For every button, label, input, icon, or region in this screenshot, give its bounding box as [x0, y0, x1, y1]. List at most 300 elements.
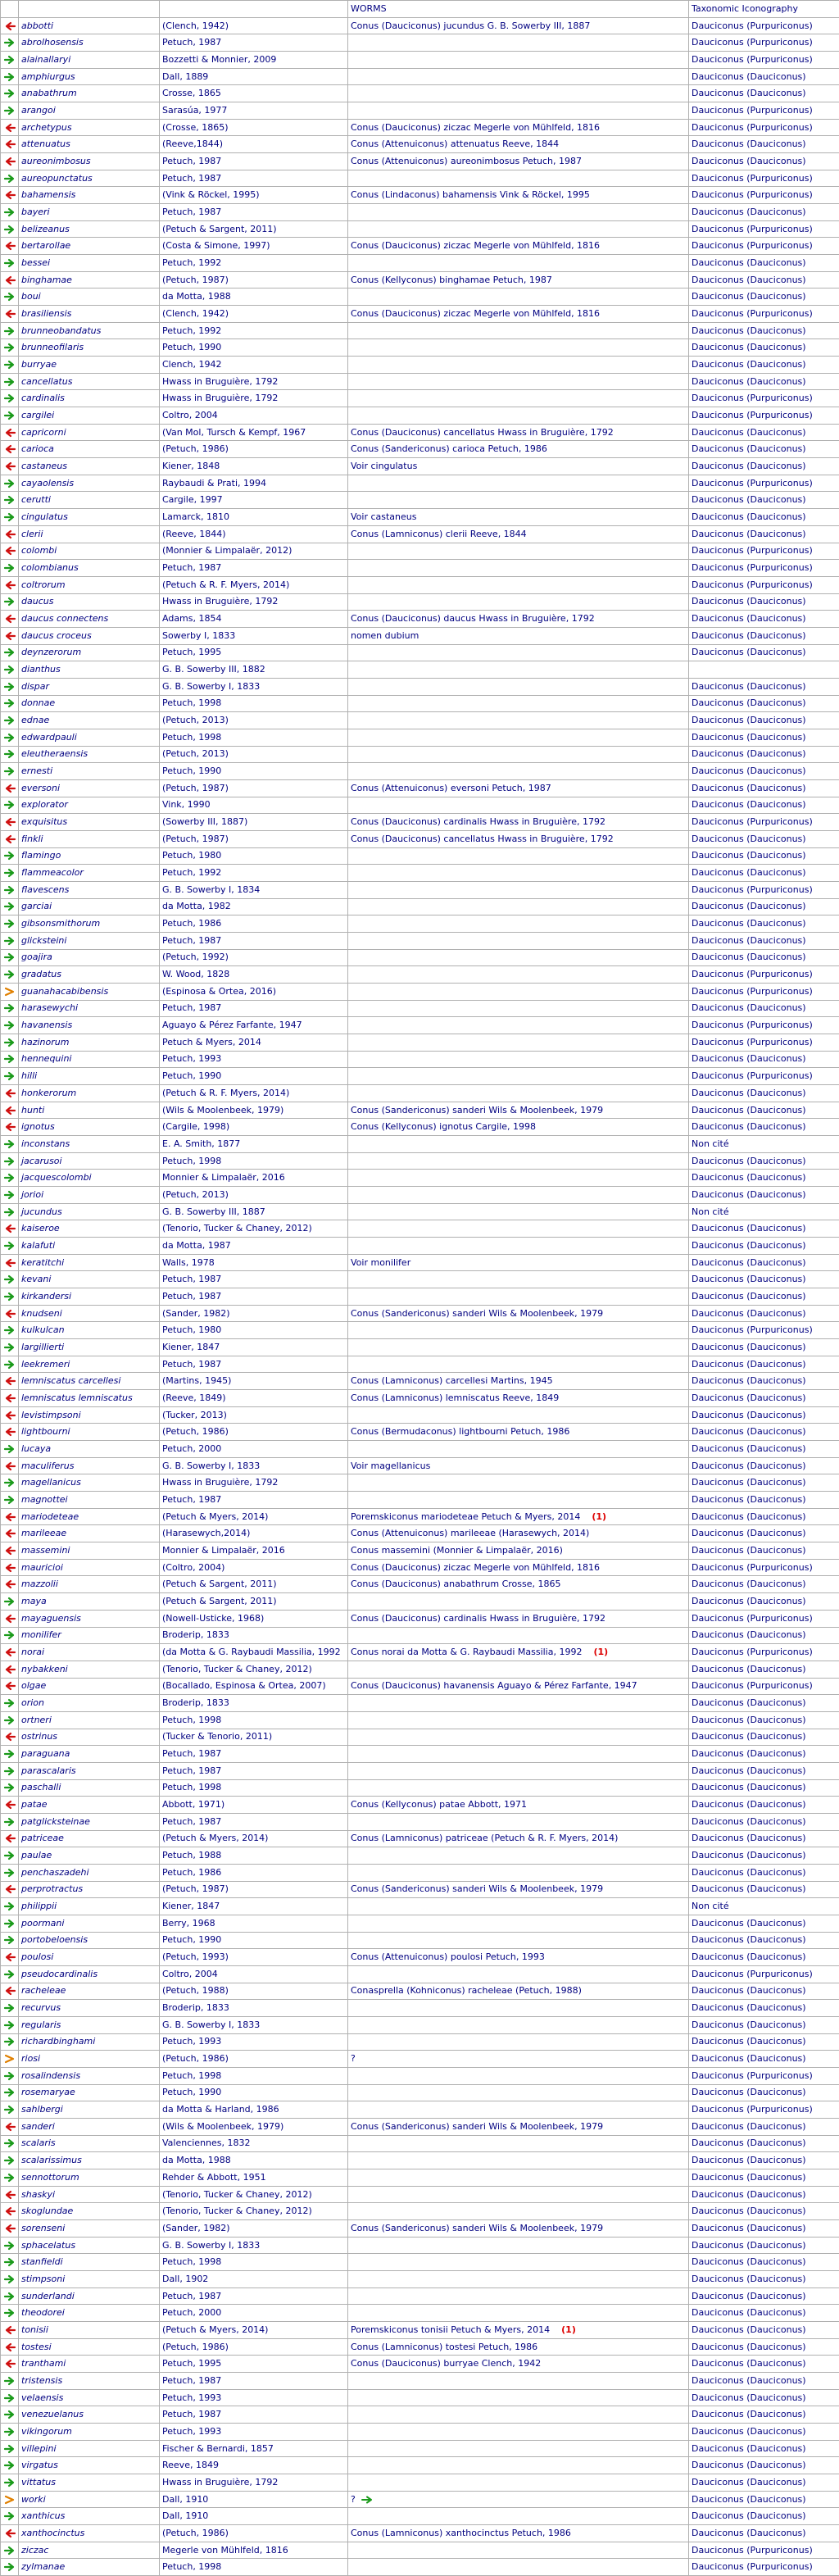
author-cell: Petuch & Myers, 2014	[160, 1034, 348, 1051]
iconography-cell: Dauciconus (Purpuriconus)	[689, 1559, 839, 1576]
species-cell: rosemaryae	[19, 2084, 160, 2101]
accepted-arrow-icon	[3, 1868, 16, 1878]
status-cell	[1, 1017, 19, 1034]
table-row	[1, 1305, 839, 1322]
species-cell: guanahacabibensis	[19, 983, 160, 1000]
species-cell: xanthocinctus	[19, 2525, 160, 2542]
accepted-arrow-icon	[3, 225, 16, 234]
iconography-cell: Dauciconus (Dauciconus)	[689, 1441, 839, 1458]
author-cell: W. Wood, 1828	[160, 966, 348, 984]
iconography-cell: Dauciconus (Dauciconus)	[689, 1762, 839, 1779]
table-row	[1, 1203, 839, 1220]
table-row	[1, 17, 839, 34]
table-row	[1, 1238, 839, 1255]
table-row	[1, 1051, 839, 1068]
species-cell: binghamae	[19, 271, 160, 288]
worms-cell	[348, 1762, 689, 1779]
worms-cell	[348, 1152, 689, 1170]
worms-cell	[348, 1187, 689, 1204]
worms-cell	[348, 712, 689, 729]
species-cell: levistimpsoni	[19, 1406, 160, 1424]
species-cell: boui	[19, 288, 160, 306]
species-cell: worki	[19, 2491, 160, 2508]
author-cell: (Sowerby III, 1887)	[160, 814, 348, 831]
species-cell: portobeloensis	[19, 1932, 160, 1949]
table-row	[1, 2406, 839, 2424]
author-cell: Petuch, 1993	[160, 1051, 348, 1068]
status-cell	[1, 1542, 19, 1560]
worms-cell	[348, 357, 689, 374]
worms-cell	[348, 2491, 689, 2508]
iconography-cell: Dauciconus (Purpuriconus)	[689, 1965, 839, 1983]
accepted-arrow-icon	[3, 647, 16, 657]
worms-cell	[348, 1508, 689, 1525]
status-cell	[1, 1305, 19, 1322]
author-cell: G. B. Sowerby I, 1833	[160, 2237, 348, 2254]
iconography-cell: Dauciconus (Dauciconus)	[689, 2033, 839, 2051]
worms-cell	[348, 2440, 689, 2457]
author-cell: (Petuch & Sargent, 2011)	[160, 1593, 348, 1611]
status-cell	[1, 1254, 19, 1271]
worms-cell	[348, 746, 689, 763]
status-cell	[1, 1711, 19, 1729]
worms-text: Conus (Attenuiconus) poulosi Petuch, 1993	[351, 1951, 545, 1962]
author-cell: Coltro, 2004	[160, 407, 348, 425]
table-row	[1, 407, 839, 425]
worms-cell	[348, 1474, 689, 1492]
iconography-cell: Dauciconus (Dauciconus)	[689, 2338, 839, 2356]
worms-cell	[348, 153, 689, 170]
author-cell: G. B. Sowerby I, 1833	[160, 2016, 348, 2033]
species-cell: brunneofilaris	[19, 339, 160, 357]
table-row	[1, 1119, 839, 1136]
iconography-cell: Dauciconus (Dauciconus)	[689, 458, 839, 475]
accepted-arrow-icon	[3, 1054, 16, 1064]
worms-cell	[348, 2067, 689, 2084]
table-row	[1, 2491, 839, 2508]
species-cell: hazinorum	[19, 1034, 160, 1051]
author-cell: Abbott, 1971)	[160, 1797, 348, 1814]
worms-cell	[348, 1322, 689, 1339]
worms-cell	[348, 2237, 689, 2254]
worms-cell	[348, 2389, 689, 2406]
species-cell: arangoi	[19, 102, 160, 120]
table-row	[1, 1576, 839, 1593]
author-cell: (Reeve,1844)	[160, 136, 348, 153]
iconography-cell: Dauciconus (Dauciconus)	[689, 1508, 839, 1525]
status-cell	[1, 509, 19, 526]
species-cell: jucundus	[19, 1203, 160, 1220]
status-cell	[1, 2373, 19, 2390]
worms-cell	[348, 1390, 689, 1407]
worms-text: Conus (Kellyconus) patae Abbott, 1971	[351, 1799, 527, 1810]
status-cell	[1, 949, 19, 966]
worms-cell	[348, 1779, 689, 1797]
accepted-arrow-icon	[3, 2105, 16, 2115]
worms-cell	[348, 119, 689, 136]
status-cell	[1, 187, 19, 204]
worms-cell	[348, 1339, 689, 1356]
accepted-arrow-icon	[3, 2444, 16, 2454]
status-cell	[1, 712, 19, 729]
status-cell	[1, 475, 19, 492]
species-cell: brunneobandatus	[19, 322, 160, 339]
table-row	[1, 1406, 839, 1424]
worms-text: Conus (Sandericonus) carioca Petuch, 1986	[351, 443, 547, 454]
iconography-cell: Dauciconus (Dauciconus)	[689, 2135, 839, 2152]
worms-cell	[348, 644, 689, 661]
status-cell	[1, 1271, 19, 1288]
accepted-arrow-icon	[3, 1851, 16, 1860]
worms-cell	[348, 475, 689, 492]
table-row	[1, 2373, 839, 2390]
table-row	[1, 932, 839, 949]
table-row	[1, 1695, 839, 1712]
species-cell: bertarollae	[19, 238, 160, 255]
table-row	[1, 2271, 839, 2288]
species-cell: mazzolii	[19, 1576, 160, 1593]
table-row	[1, 525, 839, 543]
iconography-cell: Dauciconus (Purpuriconus)	[689, 17, 839, 34]
author-cell: (Petuch, 1986)	[160, 2338, 348, 2356]
accepted-arrow-icon	[3, 1766, 16, 1776]
status-cell	[1, 1000, 19, 1017]
status-cell	[1, 1881, 19, 1898]
accepted-arrow-icon	[3, 1071, 16, 1081]
worms-cell	[348, 1898, 689, 1915]
accepted-arrow-icon	[3, 1783, 16, 1792]
author-cell: Raybaudi & Prati, 1994	[160, 475, 348, 492]
iconography-cell: Dauciconus (Purpuriconus)	[689, 1322, 839, 1339]
table-row	[1, 322, 839, 339]
species-cell: cerutti	[19, 492, 160, 509]
table-row	[1, 2288, 839, 2305]
worms-cell	[348, 1170, 689, 1187]
accepted-arrow-icon	[3, 377, 16, 387]
author-cell: Dall, 1889	[160, 68, 348, 85]
iconography-cell: Dauciconus (Dauciconus)	[689, 1797, 839, 1814]
author-cell: E. A. Smith, 1877	[160, 1136, 348, 1153]
accepted-arrow-icon	[3, 868, 16, 878]
synonym-arrow-icon	[3, 1106, 16, 1115]
author-cell: G. B. Sowerby I, 1834	[160, 881, 348, 898]
status-cell	[1, 441, 19, 458]
worms-cell	[348, 1983, 689, 2000]
status-cell	[1, 390, 19, 407]
author-cell: (Tucker, 2013)	[160, 1406, 348, 1424]
worms-cell	[348, 830, 689, 847]
iconography-cell: Dauciconus (Dauciconus)	[689, 1254, 839, 1271]
worms-cell	[348, 2254, 689, 2271]
species-cell: explorator	[19, 797, 160, 814]
iconography-cell: Dauciconus (Dauciconus)	[689, 1881, 839, 1898]
status-cell	[1, 814, 19, 831]
iconography-cell: Dauciconus (Purpuriconus)	[689, 966, 839, 984]
species-cell: coltrorum	[19, 576, 160, 593]
iconography-cell: Dauciconus (Purpuriconus)	[689, 119, 839, 136]
iconography-cell: Non cité	[689, 1203, 839, 1220]
species-cell: tranthami	[19, 2356, 160, 2373]
status-cell	[1, 1983, 19, 2000]
accepted-arrow-icon	[3, 258, 16, 268]
worms-cell	[348, 2186, 689, 2203]
species-cell: attenuatus	[19, 136, 160, 153]
species-cell: vikingorum	[19, 2424, 160, 2441]
author-cell: da Motta, 1988	[160, 2152, 348, 2169]
worms-cell	[348, 865, 689, 882]
author-cell: (Espinosa & Ortea, 2016)	[160, 983, 348, 1000]
species-cell: olgae	[19, 1678, 160, 1695]
table-row	[1, 1661, 839, 1678]
status-cell	[1, 1610, 19, 1627]
status-cell	[1, 1492, 19, 1509]
author-cell: (Petuch, 1987)	[160, 271, 348, 288]
author-cell: Petuch, 1998	[160, 729, 348, 746]
synonym-arrow-icon	[3, 1088, 16, 1098]
author-cell: Petuch, 2000	[160, 2305, 348, 2322]
worms-cell	[348, 187, 689, 204]
author-cell: (Tenorio, Tucker & Chaney, 2012)	[160, 1661, 348, 1678]
synonym-arrow-icon	[3, 1393, 16, 1403]
species-cell: dianthus	[19, 661, 160, 679]
species-cell: exquisitus	[19, 814, 160, 831]
iconography-cell: Dauciconus (Dauciconus)	[689, 509, 839, 526]
iconography-cell: Dauciconus (Dauciconus)	[689, 1373, 839, 1390]
table-row	[1, 357, 839, 374]
status-cell	[1, 763, 19, 780]
status-cell	[1, 2084, 19, 2101]
worms-text: Poremskiconus tonisii Petuch & Myers, 2014	[351, 2324, 550, 2335]
table-row	[1, 1424, 839, 1441]
table-row	[1, 593, 839, 611]
iconography-cell: Dauciconus (Dauciconus)	[689, 1187, 839, 1204]
iconography-cell: Dauciconus (Purpuriconus)	[689, 2542, 839, 2559]
iconography-cell: Dauciconus (Dauciconus)	[689, 627, 839, 644]
status-cell	[1, 357, 19, 374]
author-cell: (Coltro, 2004)	[160, 1559, 348, 1576]
worms-cell	[348, 102, 689, 120]
worms-cell	[348, 1424, 689, 1441]
iconography-cell: Dauciconus (Purpuriconus)	[689, 814, 839, 831]
worms-cell	[348, 1406, 689, 1424]
species-cell: nybakkeni	[19, 1661, 160, 1678]
species-cell: clerii	[19, 525, 160, 543]
worms-cell	[348, 2542, 689, 2559]
author-cell: (Tucker & Tenorio, 2011)	[160, 1729, 348, 1746]
table-row	[1, 1017, 839, 1034]
species-cell: skoglundae	[19, 2203, 160, 2220]
synonym-arrow-icon	[3, 241, 16, 251]
worms-cell	[348, 779, 689, 797]
species-cell: lemniscatus carcellesi	[19, 1373, 160, 1390]
status-cell	[1, 847, 19, 865]
table-row	[1, 1373, 839, 1390]
status-cell	[1, 865, 19, 882]
status-cell	[1, 611, 19, 628]
iconography-cell: Dauciconus (Purpuriconus)	[689, 1610, 839, 1627]
worms-cell	[348, 1119, 689, 1136]
iconography-cell: Non cité	[689, 1898, 839, 1915]
status-cell	[1, 1864, 19, 1881]
synonym-arrow-icon	[3, 123, 16, 133]
table-row	[1, 1136, 839, 1153]
worms-text: Voir cingulatus	[351, 461, 417, 471]
worms-text: Conus (Dauciconus) ziczac Megerle von Mühlfeld, 1816	[351, 122, 600, 133]
status-cell	[1, 2542, 19, 2559]
iconography-cell: Dauciconus (Purpuriconus)	[689, 560, 839, 577]
species-cell: monilifer	[19, 1627, 160, 1644]
table-row	[1, 2457, 839, 2474]
status-cell	[1, 1644, 19, 1661]
iconography-cell: Dauciconus (Dauciconus)	[689, 2288, 839, 2305]
species-cell: hilli	[19, 1068, 160, 1085]
table-row	[1, 390, 839, 407]
table-row	[1, 373, 839, 390]
status-cell	[1, 1170, 19, 1187]
author-cell: Monnier & Limpalaër, 2016	[160, 1542, 348, 1560]
author-cell: (Costa & Simone, 1997)	[160, 238, 348, 255]
table-row	[1, 220, 839, 238]
worms-cell	[348, 1711, 689, 1729]
table-row	[1, 576, 839, 593]
iconography-cell: Dauciconus (Dauciconus)	[689, 136, 839, 153]
iconography-cell: Dauciconus (Dauciconus)	[689, 898, 839, 915]
table-row	[1, 1254, 839, 1271]
iconography-cell: Dauciconus (Dauciconus)	[689, 2237, 839, 2254]
accepted-arrow-icon	[3, 512, 16, 522]
synonym-arrow-icon	[3, 1427, 16, 1437]
worms-cell	[348, 1203, 689, 1220]
worms-text: Voir monilifer	[351, 1257, 410, 1268]
author-cell: G. B. Sowerby III, 1887	[160, 1203, 348, 1220]
worms-cell	[348, 2152, 689, 2169]
worms-cell	[348, 322, 689, 339]
author-cell: (Petuch, 1986)	[160, 441, 348, 458]
table-row	[1, 187, 839, 204]
iconography-cell: Dauciconus (Dauciconus)	[689, 1830, 839, 1847]
worms-cell	[348, 1068, 689, 1085]
worms-text: Conus norai da Motta & G. Raybaudi Massilia, 1992	[351, 1647, 582, 1657]
iconography-cell: Dauciconus (Dauciconus)	[689, 322, 839, 339]
table-row	[1, 2033, 839, 2051]
table-row	[1, 1779, 839, 1797]
accepted-arrow-icon	[3, 2138, 16, 2148]
author-cell: Petuch, 1993	[160, 2033, 348, 2051]
table-row	[1, 611, 839, 628]
iconography-cell: Dauciconus (Dauciconus)	[689, 2203, 839, 2220]
iconography-cell: Dauciconus (Purpuriconus)	[689, 187, 839, 204]
worms-cell	[348, 1915, 689, 1932]
synonym-arrow-icon	[3, 1665, 16, 1674]
status-cell	[1, 830, 19, 847]
author-cell: Rehder & Abbott, 1951	[160, 2169, 348, 2187]
table-row	[1, 1322, 839, 1339]
status-cell	[1, 2186, 19, 2203]
author-cell: (Vink & Röckel, 1995)	[160, 187, 348, 204]
worms-cell	[348, 424, 689, 441]
accepted-arrow-icon	[3, 207, 16, 217]
accepted-arrow-icon	[3, 597, 16, 607]
author-cell: Aguayo & Pérez Farfante, 1947	[160, 1017, 348, 1034]
accepted-arrow-icon	[3, 2562, 16, 2572]
status-cell	[1, 1457, 19, 1474]
species-cell: edwardpauli	[19, 729, 160, 746]
worms-text: Conus (Dauciconus) jucundus G. B. Sowerby III, 1887	[351, 20, 590, 31]
worms-cell	[348, 1797, 689, 1814]
accepted-arrow-icon	[3, 1020, 16, 1030]
author-cell: (Bocallado, Espinosa & Ortea, 2007)	[160, 1678, 348, 1695]
author-cell: Berry, 1968	[160, 1915, 348, 1932]
iconography-cell: Dauciconus (Dauciconus)	[689, 712, 839, 729]
status-cell	[1, 1474, 19, 1492]
accepted-arrow-icon	[3, 1292, 16, 1302]
author-cell: Petuch, 1992	[160, 865, 348, 882]
table-row	[1, 1864, 839, 1881]
worms-cell	[348, 1542, 689, 1560]
author-cell: Petuch, 1987	[160, 1271, 348, 1288]
status-cell	[1, 593, 19, 611]
species-cell: ostrinus	[19, 1729, 160, 1746]
accepted-arrow-icon	[3, 2257, 16, 2267]
status-cell	[1, 34, 19, 52]
worms-cell	[348, 1746, 689, 1763]
worms-cell	[348, 1932, 689, 1949]
accepted-arrow-icon	[3, 2037, 16, 2047]
table-row	[1, 52, 839, 69]
author-cell: Petuch, 1998	[160, 1152, 348, 1170]
author-cell: Petuch, 1987	[160, 1492, 348, 1509]
table-row	[1, 915, 839, 933]
worms-cell	[348, 2356, 689, 2373]
worms-cell	[348, 2118, 689, 2135]
author-cell: (Wils & Moolenbeek, 1979)	[160, 2118, 348, 2135]
header-cell-blank	[160, 1, 348, 18]
species-cell: deynzerorum	[19, 644, 160, 661]
author-cell: Petuch, 1986	[160, 915, 348, 933]
species-cell: virgatus	[19, 2457, 160, 2474]
worms-cell	[348, 1593, 689, 1611]
accepted-arrow-icon	[3, 1817, 16, 1827]
worms-text: Conus (Attenuiconus) marileeae (Harasewych, 2014)	[351, 1528, 589, 1538]
worms-cell	[348, 204, 689, 221]
accepted-arrow-icon	[3, 970, 16, 979]
worms-cell	[348, 2559, 689, 2576]
table-row	[1, 2525, 839, 2542]
worms-cell	[348, 729, 689, 746]
accepted-arrow-icon	[3, 2376, 16, 2386]
status-cell	[1, 1932, 19, 1949]
iconography-cell: Dauciconus (Dauciconus)	[689, 1576, 839, 1593]
iconography-cell: Dauciconus (Dauciconus)	[689, 1288, 839, 1306]
author-cell: Petuch, 1980	[160, 1322, 348, 1339]
table-row	[1, 1711, 839, 1729]
accepted-arrow-icon	[3, 1630, 16, 1640]
species-cell: stanfieldi	[19, 2254, 160, 2271]
synonym-arrow-icon	[3, 1986, 16, 1996]
worms-cell	[348, 881, 689, 898]
species-cell: racheleae	[19, 1983, 160, 2000]
table-row	[1, 1746, 839, 1763]
author-cell: Monnier & Limpalaër, 2016	[160, 1170, 348, 1187]
synonym-arrow-icon	[3, 2342, 16, 2352]
worms-cell	[348, 593, 689, 611]
synonym-arrow-icon	[3, 817, 16, 827]
accepted-arrow-icon	[3, 89, 16, 98]
worms-cell	[348, 2135, 689, 2152]
worms-cell	[348, 797, 689, 814]
worms-text: Conus (Attenuiconus) aureonimbosus Petuch, 1987	[351, 156, 582, 166]
author-cell: Petuch, 1990	[160, 1068, 348, 1085]
